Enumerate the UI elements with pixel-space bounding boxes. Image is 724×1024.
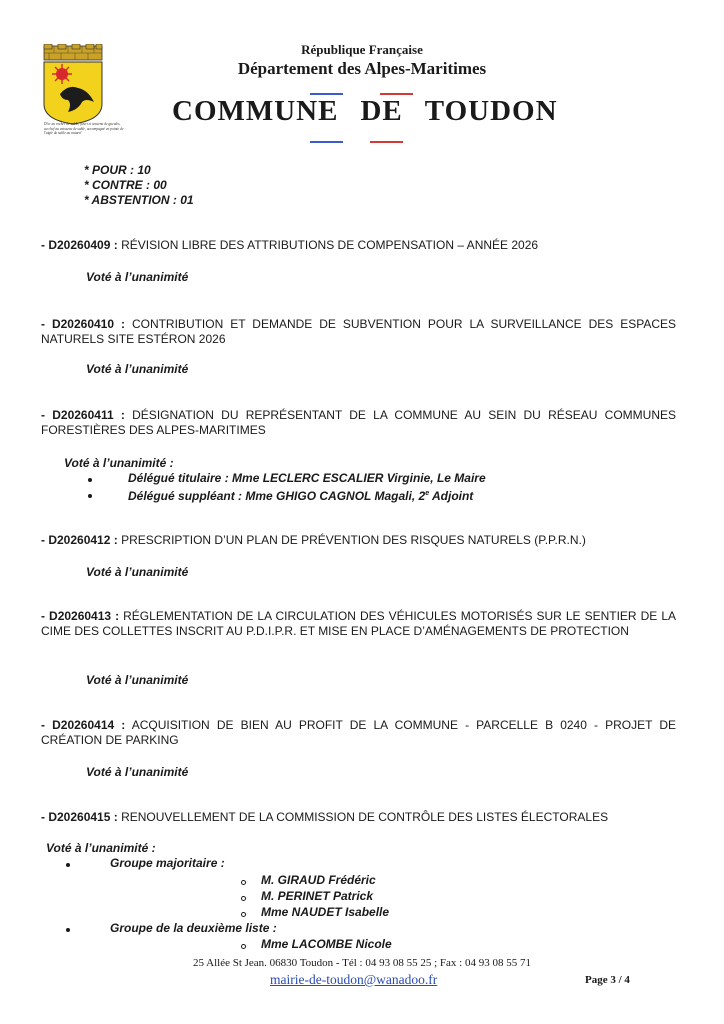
deliberation-ref: - D20260414 : xyxy=(41,718,126,732)
footer-email-link[interactable]: mairie-de-toudon@wanadoo.fr xyxy=(270,972,438,987)
deliberation-414 xyxy=(41,718,676,747)
footer-address: 25 Allée St Jean. 06830 Toudon - Tél : 04 93 08 55 25 ; Fax : 04 93 08 55 71 xyxy=(193,957,531,969)
bullet-icon xyxy=(88,494,92,498)
deliberation-text: RENOUVELLEMENT DE LA COMMISSION DE CONTRÔLE DES LISTES ÉLECTORALES xyxy=(121,810,609,824)
deliberation-text: DÉSIGNATION DU REPRÉSENTANT DE LA COMMUNE AU SEIN DU RÉSEAU COMMUNES FORESTIÈRES DES ALPES-MARITIMES xyxy=(41,408,676,437)
group-member: M. GIRAUD Frédéric xyxy=(261,873,376,887)
flag-line-blue-bottom xyxy=(310,141,343,143)
vote-abstention: * ABSTENTION : 01 xyxy=(84,193,194,207)
deliberation-412 xyxy=(41,533,676,548)
deliberation-415 xyxy=(41,810,676,825)
bullet-icon xyxy=(66,928,70,932)
deliberation-text: RÉVISION LIBRE DES ATTRIBUTIONS DE COMPENSATION – ANNÉE 2026 xyxy=(121,238,539,252)
circle-bullet-icon xyxy=(241,880,246,885)
page-number: Page 3 / 4 xyxy=(585,974,630,986)
deliberation-ref: - D20260409 : xyxy=(41,238,118,252)
deliberation-result: Voté à l’unanimité xyxy=(86,765,189,779)
delegate-title: Adjoint xyxy=(429,489,474,503)
vote-pour: * POUR : 10 xyxy=(84,163,151,177)
deliberation-result: Voté à l’unanimité xyxy=(86,565,189,579)
deliberation-411 xyxy=(41,408,676,437)
group-member: Mme NAUDET Isabelle xyxy=(261,905,390,919)
header-republic: République Française xyxy=(301,42,423,57)
commune-name: TOUDON xyxy=(424,95,558,127)
group-name: Groupe majoritaire : xyxy=(110,856,225,870)
deliberation-ref: - D20260412 : xyxy=(41,533,118,547)
delegate-suppleant xyxy=(128,487,473,504)
group-member: Mme LACOMBE Nicole xyxy=(261,937,392,951)
deliberation-text: RÉGLEMENTATION DE LA CIRCULATION DES VÉHICULES MOTORISÉS SUR LE SENTIER DE LA CIME DES COLLETTES INSCRIT AU P.D.I.P.R. ET MISE EN PLACE D’AMÉNAGEMENTS DE PROTECTION xyxy=(41,609,676,638)
group-member: M. PERINET Patrick xyxy=(261,889,374,903)
circle-bullet-icon xyxy=(241,944,246,949)
crest-motto: D'or au rocher de sable, fleuri et soutenu de gueules, au chef au vaisseau de sable, accompagné en pointe de l'aigle de sable au naturel xyxy=(44,122,124,136)
flag-line-red-bottom xyxy=(370,141,403,143)
deliberation-409 xyxy=(41,238,676,253)
deliberation-413 xyxy=(41,609,676,638)
ordinal-suffix: e xyxy=(425,490,430,497)
header-department: Département des Alpes-Maritimes xyxy=(237,59,487,78)
deliberation-ref: - D20260410 : xyxy=(41,317,125,331)
vote-contre: * CONTRE : 00 xyxy=(84,178,167,192)
deliberation-result: Voté à l’unanimité xyxy=(86,673,189,687)
delegate-titulaire xyxy=(128,471,486,486)
deliberation-result: Voté à l’unanimité xyxy=(86,362,189,376)
circle-bullet-icon xyxy=(241,912,246,917)
deliberation-result: Voté à l’unanimité : xyxy=(46,841,156,855)
commune-de-word: DE xyxy=(360,95,403,127)
deliberation-410 xyxy=(41,317,676,346)
deliberation-text: CONTRIBUTION ET DEMANDE DE SUBVENTION POUR LA SURVEILLANCE DES ESPACES NATURELS SITE ESTÉRON 2026 xyxy=(41,317,676,346)
deliberation-ref: - D20260411 : xyxy=(41,408,125,422)
deliberation-text: ACQUISITION DE BIEN AU PROFIT DE LA COMMUNE - PARCELLE B 0240 - PROJET DE CRÉATION DE PARKING xyxy=(41,718,677,747)
deliberation-ref: - D20260413 : xyxy=(41,609,120,623)
group-name: Groupe de la deuxième liste : xyxy=(110,921,277,935)
delegate-name: Mme GHIGO CAGNOL Magali, 2 xyxy=(245,489,426,503)
delegate-name: Mme LECLERC ESCALIER Virginie, Le Maire xyxy=(232,471,486,485)
deliberation-ref: - D20260415 : xyxy=(41,810,118,824)
commune-title xyxy=(172,95,558,128)
deliberation-result: Voté à l’unanimité xyxy=(86,270,189,284)
commune-word: COMMUNE xyxy=(172,95,339,127)
delegate-role: Délégué suppléant : xyxy=(128,489,243,503)
deliberation-text: PRESCRIPTION D’UN PLAN DE PRÉVENTION DES RISQUES NATURELS (P.P.R.N.) xyxy=(121,533,586,547)
delegate-role: Délégué titulaire : xyxy=(128,471,229,485)
bullet-icon xyxy=(88,478,92,482)
circle-bullet-icon xyxy=(241,896,246,901)
deliberation-result: Voté à l’unanimité : xyxy=(64,456,174,470)
bullet-icon xyxy=(66,863,70,867)
